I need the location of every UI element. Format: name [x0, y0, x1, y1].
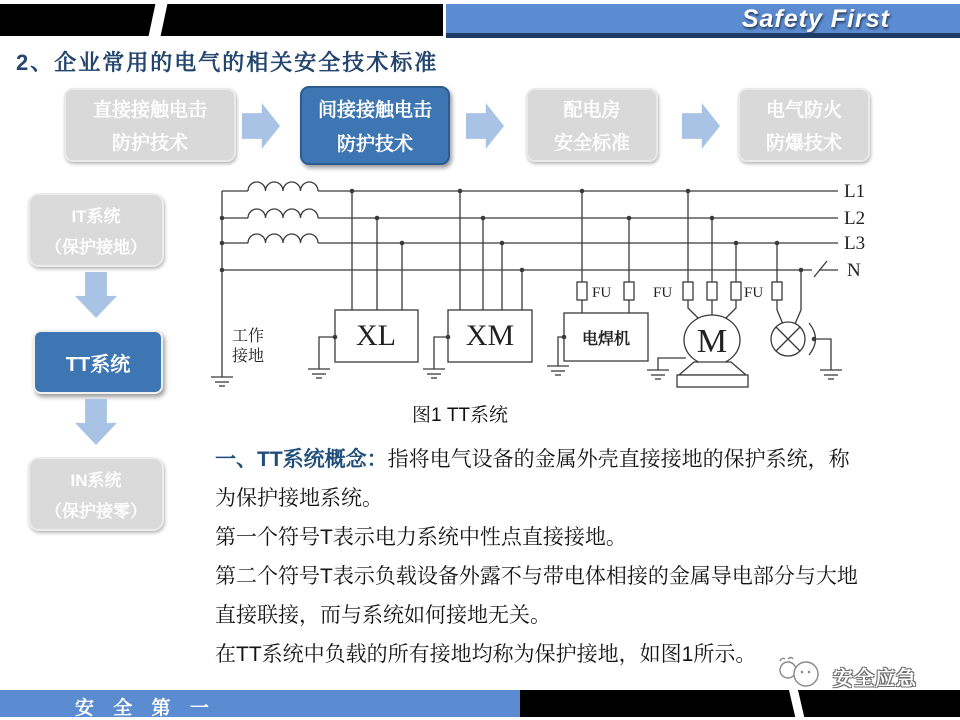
- page-title: 2、企业常用的电气的相关安全技术标准: [16, 50, 439, 75]
- rail-label-line2: （保护接地）: [45, 238, 147, 258]
- rail-label-line1: IT系统: [71, 206, 121, 226]
- body-line: 在TT系统中负载的所有接地均称为保护接地，如图1所示。: [215, 643, 757, 666]
- flow-step-label-line2: 防护技术: [336, 134, 413, 155]
- panel-label-xm: XM: [465, 319, 515, 352]
- body-line: 第一个符号T表示电力系统中性点直接接地。: [215, 526, 627, 549]
- panel-label-xl: XL: [356, 319, 396, 352]
- header-blue-bar: [446, 4, 960, 33]
- fuse-label: FU: [744, 285, 764, 301]
- flow-step-fire-explosion: [738, 88, 870, 162]
- body-line: 第二个符号T表示负载设备外露不与带电体相接的金属导电部分与大地: [215, 565, 858, 588]
- body-lead-rest: 指将电气设备的金属外壳直接接地的保护系统，称: [387, 448, 850, 471]
- footer-slogan: 安 全 第 一: [75, 698, 216, 719]
- line-label-l3: L3: [844, 233, 866, 254]
- flow-step-distribution-room: [526, 88, 658, 162]
- rail-item-it-system: [28, 193, 164, 267]
- flow-step-direct-contact: [64, 88, 236, 162]
- motor-label: M: [696, 323, 728, 360]
- figure-caption: 图1 TT系统: [411, 405, 509, 426]
- body-line: [215, 440, 895, 479]
- footer-black-bar: [520, 690, 960, 717]
- rail-item-tt-system-active: [33, 330, 163, 394]
- logo-text: 安全应急: [833, 668, 917, 690]
- flow-step-label-line2: 防爆技术: [765, 132, 842, 154]
- body-line: 为保护接地系统。: [215, 487, 383, 510]
- arrow-right-icon: [682, 103, 720, 149]
- tt-system-circuit-diagram: [210, 178, 870, 396]
- arrow-down-icon: [75, 399, 117, 445]
- fuse-label: FU: [653, 285, 673, 301]
- flow-step-indirect-contact-active: [300, 86, 450, 165]
- rail-label-line1: TT系统: [65, 353, 131, 376]
- line-label-l1: L1: [844, 181, 866, 202]
- body-line: 直接联接，而与系统如何接地无关。: [215, 604, 551, 627]
- line-label-n: N: [847, 260, 861, 281]
- header-navy-strip: [446, 33, 960, 38]
- arrow-right-icon: [466, 103, 504, 149]
- header-black-bar: [0, 4, 443, 36]
- welder-label: 电焊机: [581, 331, 631, 348]
- rail-label-line2: （保护接零）: [45, 502, 147, 522]
- rail-item-in-system: [28, 457, 164, 531]
- brand-text: Safety First: [741, 5, 890, 33]
- mascot-icon: [776, 655, 828, 695]
- flow-step-label-line2: 安全标准: [553, 132, 630, 154]
- arrow-right-icon: [242, 103, 280, 149]
- circuit-svg: [210, 178, 870, 396]
- working-ground-label-line1: 工作: [232, 328, 265, 345]
- footer-blue-bar: [0, 690, 520, 717]
- body-text: [215, 440, 895, 674]
- flow-step-label-line1: 直接接触电击: [92, 100, 207, 122]
- flow-step-label-line1: 配电房: [563, 100, 621, 122]
- body-lead: 一、TT系统概念：: [215, 448, 388, 471]
- fuse-label: FU: [592, 285, 612, 301]
- working-ground-label-line2: 接地: [232, 348, 265, 365]
- line-label-l2: L2: [844, 208, 866, 229]
- rail-label-line1: IN系统: [70, 470, 122, 490]
- flow-step-label-line1: 间接接触电击: [317, 100, 432, 121]
- flow-step-label-line2: 防护技术: [111, 132, 188, 154]
- arrow-down-icon: [75, 272, 117, 318]
- flow-step-label-line1: 电气防火: [765, 100, 842, 122]
